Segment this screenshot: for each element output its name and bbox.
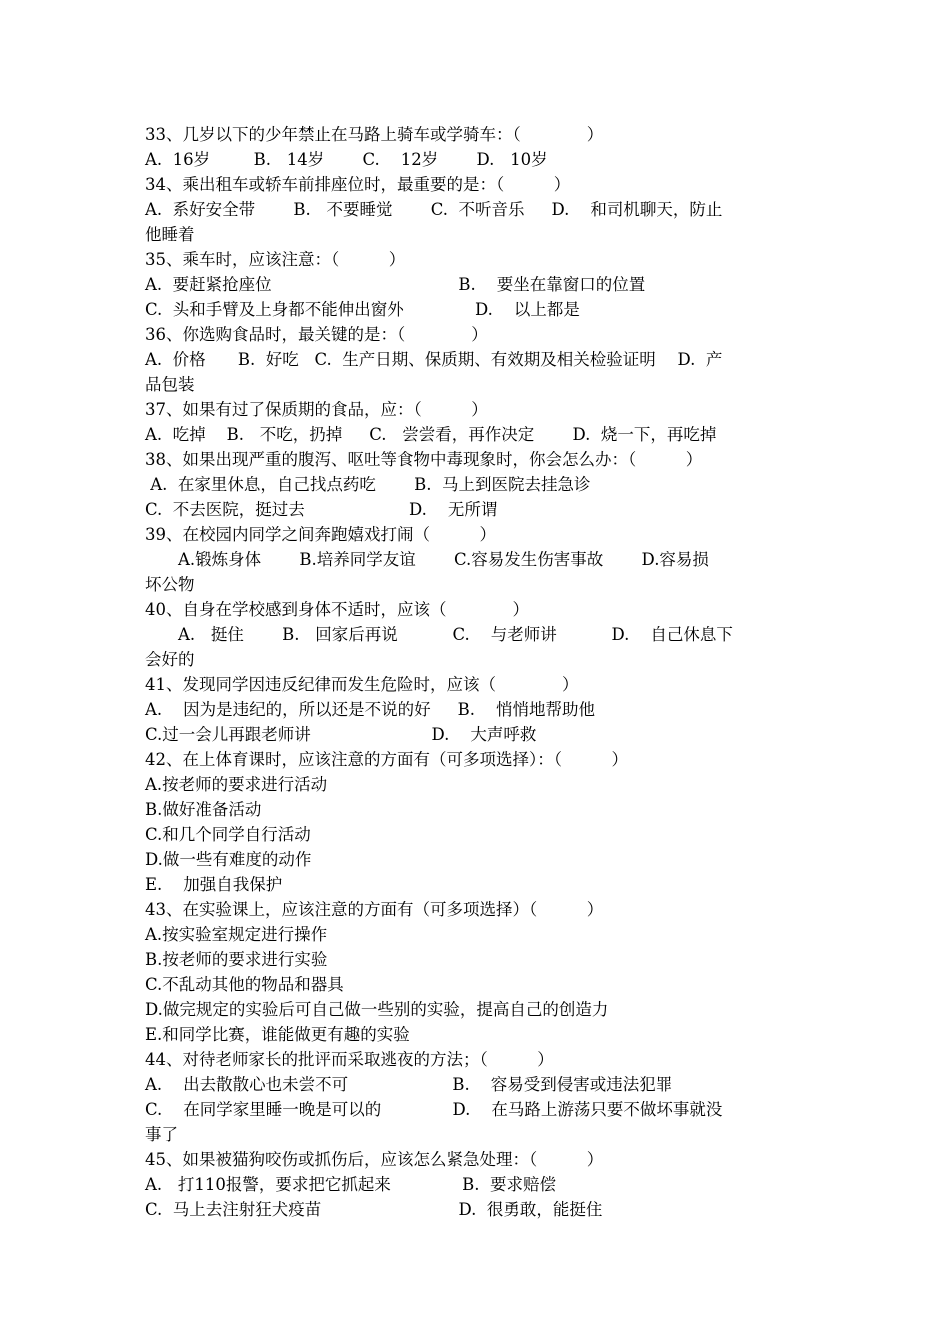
question-41-options-cd: C.过一会儿再跟老师讲 D. 大声呼救 (145, 725, 537, 744)
question-36-options: A. 价格 B. 好吃 C. 生产日期、保质期、有效期及相关检验证明 D. 产 (145, 350, 723, 369)
question-37-options: A. 吃掉 B. 不吃，扔掉 C. 尝尝看，再作决定 D. 烧一下，再吃掉 (145, 425, 717, 444)
question-36: 36、你选购食品时，最关键的是：（ ） (145, 325, 488, 344)
question-40: 40、自身在学校感到身体不适时，应该（ ） (145, 600, 529, 619)
question-43-option-a: A.按实验室规定进行操作 (145, 925, 328, 944)
question-43-option-c: C.不乱动其他的物品和器具 (145, 975, 344, 994)
question-42-option-d: D.做一些有难度的动作 (145, 850, 312, 869)
question-39-options: A.锻炼身体 B.培养同学友谊 C.容易发生伤害事故 D.容易损 (145, 550, 709, 569)
question-33-options: A. 16岁 B. 14岁 C. 12岁 D. 10岁 (145, 150, 548, 169)
question-43: 43、在实验课上，应该注意的方面有（可多项选择）（ ） (145, 900, 604, 919)
question-42-option-c: C.和几个同学自行活动 (145, 825, 311, 844)
question-41: 41、发现同学因违反纪律而发生危险时，应该（ ） (145, 675, 579, 694)
question-40-options: A. 挺住 B. 回家后再说 C. 与老师讲 D. 自己休息下 (145, 625, 733, 644)
question-44: 44、对待老师家长的批评而采取逃夜的方法；（ ） (145, 1050, 554, 1069)
question-33: 33、几岁以下的少年禁止在马路上骑车或学骑车：（ ） (145, 125, 604, 144)
question-35-options-ab: A. 要赶紧抢座位 B. 要坐在靠窗口的位置 (145, 275, 646, 294)
question-45-options-ab: A. 打110报警，要求把它抓起来 B. 要求赔偿 (145, 1175, 556, 1194)
question-42-option-e: E. 加强自我保护 (145, 875, 283, 894)
question-42-option-a: A.按老师的要求进行活动 (145, 775, 328, 794)
question-44-options-ab: A. 出去散散心也未尝不可 B. 容易受到侵害或违法犯罪 (145, 1075, 673, 1094)
question-43-option-e: E.和同学比赛，谁能做更有趣的实验 (145, 1025, 410, 1044)
question-35-options-cd: C. 头和手臂及上身都不能伸出窗外 D. 以上都是 (145, 300, 580, 319)
question-38-options-cd: C. 不去医院，挺过去 D. 无所谓 (145, 500, 498, 519)
question-35: 35、乘车时，应该注意：（ ） (145, 250, 406, 269)
question-45: 45、如果被猫狗咬伤或抓伤后，应该怎么紧急处理：（ ） (145, 1150, 604, 1169)
question-44-options-cd: C. 在同学家里睡一晚是可以的 D. 在马路上游荡只要不做坏事就没 (145, 1100, 723, 1119)
question-41-options-ab: A. 因为是违纪的，所以还是不说的好 B. 悄悄地帮助他 (145, 700, 595, 719)
document-body (145, 122, 810, 1222)
question-44-options-cont: 事了 (145, 1125, 178, 1144)
question-36-options-cont: 品包装 (145, 375, 195, 394)
question-39-options-cont: 坏公物 (145, 575, 195, 594)
question-43-option-b: B.按老师的要求进行实验 (145, 950, 328, 969)
question-39: 39、在校园内同学之间奔跑嬉戏打闹（ ） (145, 525, 496, 544)
question-34: 34、乘出租车或轿车前排座位时，最重要的是：（ ） (145, 175, 571, 194)
question-42-option-b: B.做好准备活动 (145, 800, 262, 819)
question-37: 37、如果有过了保质期的食品，应：（ ） (145, 400, 488, 419)
question-38-options-ab: A. 在家里休息，自己找点药吃 B. 马上到医院去挂急诊 (145, 475, 591, 494)
question-45-options-cd: C. 马上去注射狂犬疫苗 D. 很勇敢，能挺住 (145, 1200, 603, 1219)
question-34-options-cont: 他睡着 (145, 225, 195, 244)
question-38: 38、如果出现严重的腹泻、呕吐等食物中毒现象时，你会怎么办：（ ） (145, 450, 703, 469)
question-34-options: A. 系好安全带 B. 不要睡觉 C. 不听音乐 D. 和司机聊天，防止 (145, 200, 723, 219)
question-40-options-cont: 会好的 (145, 650, 195, 669)
question-42: 42、在上体育课时，应该注意的方面有（可多项选择）：（ ） (145, 750, 628, 769)
question-43-option-d: D.做完规定的实验后可自己做一些别的实验，提高自己的创造力 (145, 1000, 609, 1019)
